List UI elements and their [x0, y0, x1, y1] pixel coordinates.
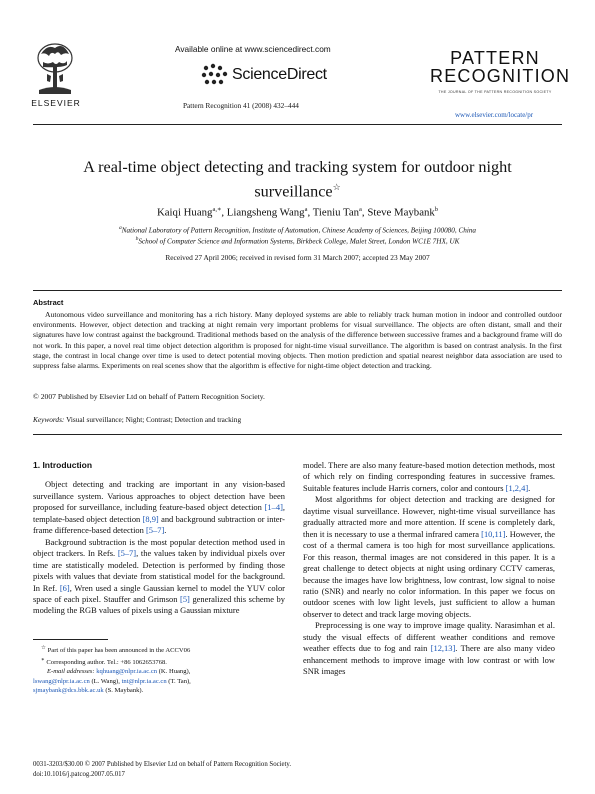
elsevier-tree-logo	[33, 40, 77, 104]
abstract-body: Autonomous video surveillance and monitoring has a rich history. Many deployed systems are able to reliably track human motion in indoor and controlled outdoor environments. However, object detection and tracking at night remain very important problems for visual surveillance. The objects are often distant, small and their signatures have low contrast against the background. Traditional methods based on the analysis of the difference between successive frames and a background frame will do not work. In this paper, a novel real time object detection algorithm is proposed for night-time visual surveillance. The algorithm is based on contrast analysis. In the first stage, the contrast in local change over time is used to detect potential moving objects. Then motion prediction and spatial nearest neighbor data association are used to suppress false alarms. Experiments on real scenes show that the algorithm is effective for night-time object detection and tracking.	[33, 310, 562, 371]
author-name: Tieniu Tan	[312, 206, 360, 219]
footnote-star	[33, 644, 285, 656]
keywords	[33, 415, 241, 424]
journal-url-link[interactable]: www.elsevier.com/locate/pr	[455, 111, 534, 119]
footnote-star-mark: ☆	[41, 645, 46, 651]
keywords-label: Keywords:	[33, 415, 65, 424]
affiliation-a	[33, 225, 562, 234]
article-title	[33, 157, 562, 201]
abstract-bottom-rule	[33, 434, 562, 435]
sciencedirect-brand: ScienceDirect	[232, 66, 327, 83]
footnote-corr-mark: ∗	[41, 656, 45, 663]
citation-link[interactable]: [5–7]	[145, 525, 165, 536]
author-separator: ,	[221, 206, 227, 219]
abstract-top-rule	[33, 290, 562, 291]
intro-paragraph-5	[303, 620, 555, 677]
affiliation-a-mark: a	[118, 225, 122, 231]
author-name: Liangsheng Wang	[226, 206, 305, 219]
doi-line[interactable]: doi:10.1016/j.patcog.2007.05.017	[33, 770, 125, 778]
footnote-corresponding	[33, 656, 285, 668]
keywords-list: Visual surveillance; Night; Contrast; Detection and tracking	[66, 415, 242, 424]
email-label: E-mail addresses:	[47, 668, 95, 676]
author-affiliation-mark[interactable]: b	[434, 206, 439, 213]
email-link[interactable]: lswang@nlpr.ia.ac.cn	[33, 677, 90, 685]
citation-link[interactable]: [6]	[59, 582, 70, 593]
author-list	[33, 205, 562, 219]
author-affiliation-mark[interactable]: a	[304, 206, 308, 213]
intro-paragraph-1	[33, 479, 285, 536]
citation-link[interactable]: [5–7]	[117, 548, 137, 559]
intro-p5-text-a: Preprocessing is one way to improve image quality. Narasimhan et al. study the visual effects of different weather conditions and remove weather effects due to fog and rain	[303, 620, 555, 654]
intro-p1-text-c: and background subtraction or inter-frame difference-based detection	[33, 513, 285, 536]
issn-line: 0031-3203/$30.00 © 2007 Published by Elsevier Ltd on behalf of Pattern Recognition Society.	[33, 761, 292, 768]
title-line-1: A real-time object detecting and tracking system for outdoor night	[83, 158, 512, 176]
intro-p2-text-c: , Wren used a single Gaussian kernel to model the YUV color space of each pixel. Stauffer and Grimson	[33, 582, 285, 604]
citation-link[interactable]: [1–4]	[264, 502, 283, 513]
affiliation-b-text: School of Computer Science and Information Systems, Birkbeck College, Malet Street, London WC1E 7HX, UK	[138, 237, 460, 246]
intro-p2-text-d: generalized this scheme by modeling the RGB values of pixels using a Gaussian mixture	[33, 593, 285, 616]
author-separator: ,	[307, 206, 313, 219]
journal-title: PATTERN RECOGNITION	[430, 48, 571, 86]
title-line-2	[33, 177, 562, 201]
intro-p4-text-b: . However, the cost of a thermal camera is too high for most surveillance applications. For this reason, thermal images are not considered in this paper. It is a great challenge to detect objects at night using ordinary CCTV cameras, because the images have low brightness, low contrast, low signal to noise ratio (SNR) and nearly no color information. In this paper we focus on outdoor scenes with low light levels, just sufficient to allow a human observer to detect and track large moving objects.	[303, 528, 555, 619]
citation-link[interactable]: [1,2,4]	[505, 482, 529, 493]
author-affiliation-mark[interactable]: a,∗	[212, 206, 222, 213]
intro-p2-text-a: Background subtraction is the most popular detection method used in object trackers. In Refs.	[33, 536, 285, 559]
bottom-publication-info	[33, 760, 291, 779]
sciencedirect-logo-icon	[200, 62, 230, 88]
citation-link[interactable]: [5]	[180, 593, 190, 604]
intro-p4-text-a: Most algorithms for object detection and tracking are designed for daytime visual surveillance. However, night-time visual surveillance has gradually attracted more and more attention. If scene is completely dark, then it is necessary to use a thermal infrared camera	[303, 494, 555, 539]
intro-p1-text-b: , template-based object detection	[33, 502, 285, 524]
section-heading-introduction: 1. Introduction	[33, 460, 93, 470]
received-dates: Received 27 April 2006; received in revised form 31 March 2007; accepted 23 May 2007	[165, 253, 430, 262]
citation-link[interactable]: [10,11]	[481, 528, 506, 539]
left-column	[33, 460, 285, 617]
footnote-corr-text: Corresponding author. Tel.: +86 1062653768.	[46, 658, 167, 666]
intro-p2-text-b: , the values taken by individual pixels over time are statistically modeled. Detection is performed by finding those pixels with values that deviate from statistical model for the background. In Ref.	[33, 548, 285, 593]
intro-p3-text-b: .	[528, 482, 531, 493]
intro-p3-text-a: model. There are also many feature-based motion detection methods, most of which rely on finding corresponding features in successive frames. Suitable features include Harris corners, color and contours	[303, 460, 555, 493]
email-owner: (L. Wang),	[89, 677, 122, 685]
footnote-emails-line-3	[33, 686, 285, 696]
footnotes	[33, 644, 285, 696]
email-owner: (T. Tan),	[166, 677, 191, 685]
intro-p1-text-d: .	[164, 525, 167, 536]
email-owner: (S. Maybank).	[103, 687, 144, 695]
available-online-text: Available online at www.sciencedirect.com	[175, 44, 331, 54]
email-owner: (K. Huang),	[157, 668, 191, 676]
title-line-2-text: surveillance	[254, 182, 333, 201]
citation-link[interactable]: [12,13]	[430, 643, 456, 654]
journal-reference: Pattern Recognition 41 (2008) 432–444	[183, 101, 299, 110]
intro-paragraph-2	[33, 537, 285, 617]
intro-paragraph-4	[303, 494, 555, 620]
abstract-copyright: © 2007 Published by Elsevier Ltd on behalf of Pattern Recognition Society.	[33, 392, 265, 401]
footnote-star-text: Part of this paper has been announced in the ACCV06	[47, 647, 191, 655]
affiliation-a-text: National Laboratory of Pattern Recognition, Institute of Automation, Chinese Academy of Sciences, Beijing 100080, China	[121, 226, 477, 235]
intro-paragraph-3	[303, 460, 555, 494]
author-separator: ,	[361, 206, 368, 219]
intro-p5-text-b: . There are also many video enhancement methods to improve image with low contrast or with low SNR images	[303, 643, 555, 677]
title-footnote-mark[interactable]: ☆	[332, 182, 341, 192]
header-divider	[33, 124, 562, 125]
footnote-rule	[33, 639, 108, 640]
email-link[interactable]: kqhuang@nlpr.ia.ac.cn	[96, 668, 158, 676]
author-affiliation-mark[interactable]: a	[359, 206, 362, 213]
right-column	[303, 460, 555, 678]
affiliation-b	[33, 236, 562, 245]
email-link[interactable]: sjmaybank@dcs.bbk.ac.uk	[33, 687, 104, 695]
author-name: Kaiqi Huang	[156, 206, 213, 219]
footnote-emails-line-1	[33, 667, 285, 677]
citation-link[interactable]: [8,9]	[142, 513, 159, 524]
affiliation-b-mark: b	[135, 236, 139, 242]
email-link[interactable]: tnt@nlpr.ia.ac.cn	[121, 677, 167, 685]
abstract-heading: Abstract	[33, 298, 64, 307]
intro-p1-text-a: Object detecting and tracking are important in any vision-based surveillance system. Various approaches to object detection have been proposed for surveillance, including feature-based object detection	[33, 479, 285, 513]
journal-subtitle: THE JOURNAL OF THE PATTERN RECOGNITION SOCIETY	[438, 90, 552, 94]
publisher-name: ELSEVIER	[31, 98, 81, 108]
footnote-emails-line-2	[33, 677, 285, 687]
author-name: Steve Maybank	[367, 206, 435, 219]
